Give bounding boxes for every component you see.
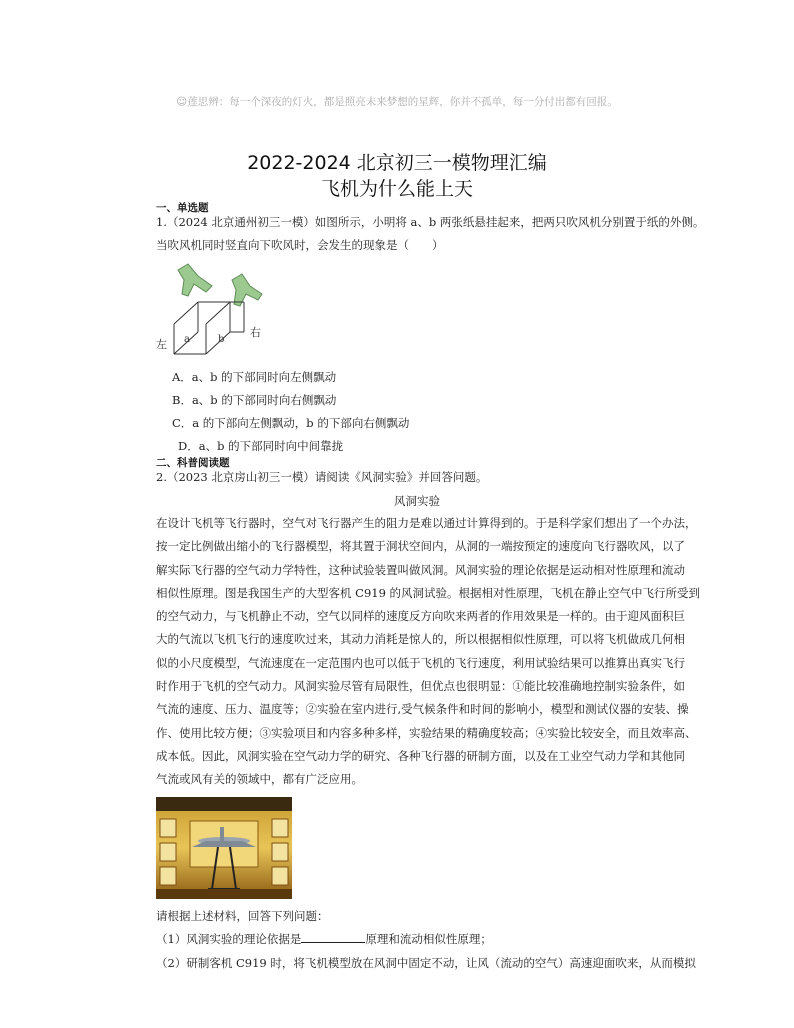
article-line: 似的小尺度模型，气流速度在一定范围内也可以低于飞机的飞行速度，利用试验结果可以推算出真实飞行: [156, 655, 685, 670]
question-1-figure: [154, 262, 274, 354]
article-line: 相似性原理。图是我国生产的大型客机 C919 的风洞试验。根据相对性原理，飞机在静止空气中飞行所受到: [156, 585, 701, 600]
option-a: A．a、b 的下部同时向左侧飘动: [172, 370, 337, 384]
option-d: D．a、b 的下部同时向中间靠拢: [178, 439, 344, 453]
sub-1-text-before: （1）风洞实验的理论依据是: [156, 932, 302, 946]
article-body: [156, 512, 701, 792]
article-line: 成本低。因此，风洞实验在空气动力学的研究、各种飞行器的研制方面，以及在工业空气动力学和其他同: [156, 748, 685, 763]
article-line: 作、使用比较方便；③实验项目和内容多种多样，实验结果的精确度较高；④实验比较安全，而且效率高、: [156, 725, 697, 740]
section-heading-science-reading: 二、科普阅读题: [156, 457, 230, 469]
article-title: 风洞实验: [394, 494, 440, 508]
paper-frame: [174, 302, 244, 354]
question-1-line-2: 当吹风机同时竖直向下吹风时，会发生的现象是（ ）: [156, 238, 444, 252]
question-2-prompt: 请根据上述材料，回答下列问题：: [156, 909, 329, 923]
question-2-sub-1: [156, 932, 492, 946]
header-motto: ☺莲思辨：每一个深夜的灯火，都是照亮未来梦想的星辉，你并不孤单，每一分付出都有回报。: [176, 96, 618, 108]
question-1-line-1: 1.（2024 北京通州初三一模）如图所示，小明将 a、b 两张纸悬挂起来，把两只吹风机分别置于纸的外侧。: [156, 215, 705, 229]
answer-blank[interactable]: [301, 932, 365, 943]
section-heading-single-choice: 一、单选题: [156, 202, 209, 214]
article-line: 解实际飞行器的空气动力学特性，这种试验装置叫做风洞。风洞实验的理论依据是运动相对性原理和流动: [156, 562, 685, 577]
figure-a-label: a: [184, 334, 190, 345]
article-line: 气流的速度、压力、温度等；②实验在室内进行,受气候条件和时间的影响小，模型和测试仪器的安装、操: [156, 702, 689, 717]
page-title: 2022-2024 北京初三一模物理汇编: [247, 152, 547, 174]
sub-1-text-after: 原理和流动相似性原理；: [365, 932, 492, 946]
figure-b-label: b: [218, 334, 225, 345]
article-line: 的空气动力，与飞机静止不动，空气以同样的速度反方向吹来两者的作用效果是一样的。由于迎风面积巨: [156, 609, 685, 624]
article-line: 时作用于飞机的空气动力。风洞实验尽管有局限性，但优点也很明显：①能比较准确地控制实验条件，如: [156, 679, 685, 694]
wind-tunnel-photo: [156, 797, 292, 899]
page-subtitle: 飞机为什么能上天: [320, 178, 473, 200]
article-line: 在设计飞机等飞行器时，空气对飞行器产生的阻力是难以通过计算得到的。于是科学家们想出了一个办法，: [156, 516, 697, 530]
left-hairdryer-icon: [178, 264, 212, 296]
option-b: B．a、b 的下部同时向右侧飘动: [172, 393, 337, 407]
right-hairdryer-icon: [232, 274, 262, 306]
article-line: 大的气流以飞机飞行的速度吹过来，其动力消耗是惊人的，所以根据相似性原理，可以将飞机做成几何相: [156, 632, 685, 647]
question-2-intro: 2.（2023 北京房山初三一模）请阅读《风洞实验》并回答问题。: [156, 470, 488, 484]
figure-right-label: 右: [250, 326, 261, 339]
article-line: 气流或风有关的领域中，都有广泛应用。: [156, 772, 363, 787]
question-2-sub-2: （2）研制客机 C919 时，将飞机模型放在风洞中固定不动，让风（流动的空气）高速迎面吹来，从而模拟: [156, 956, 696, 970]
option-c: C．a 的下部向左侧飘动，b 的下部向右侧飘动: [172, 416, 410, 430]
wind-tunnel-image: [156, 797, 292, 899]
paper-hairdryer-diagram: [154, 262, 274, 354]
article-line: 按一定比例做出缩小的飞行器模型，将其置于洞状空间内，从洞的一端按预定的速度向飞行器吹风，以了: [156, 539, 685, 554]
figure-left-label: 左: [156, 338, 167, 351]
